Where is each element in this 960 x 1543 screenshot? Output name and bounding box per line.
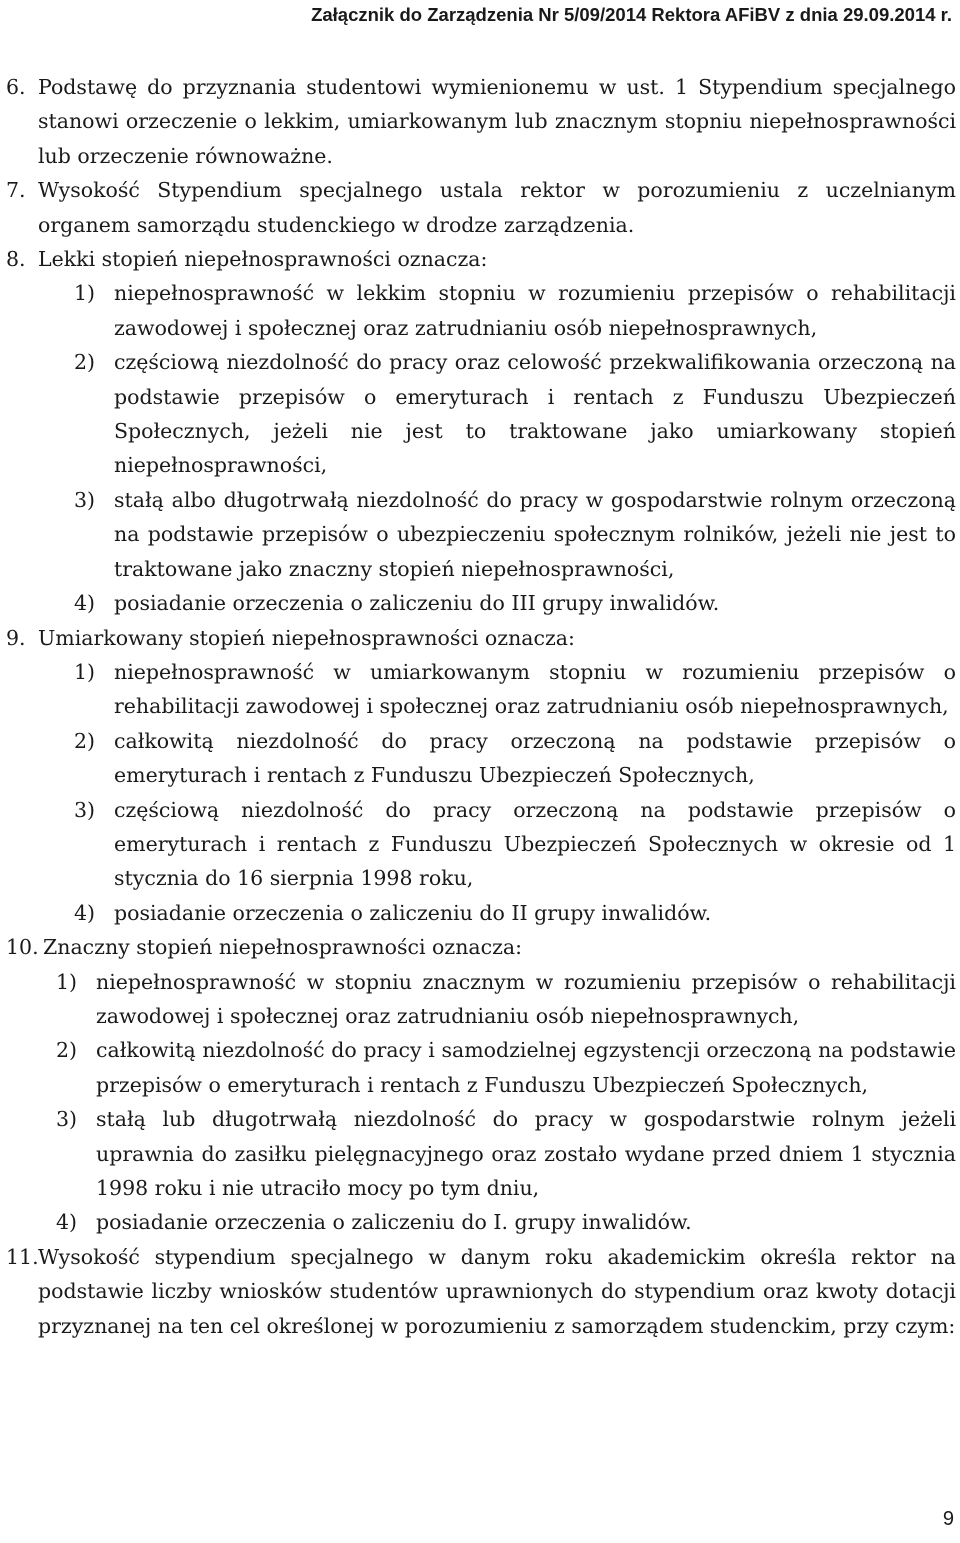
- paragraph-text: Znaczny stopień niepełnosprawności oznacza:: [43, 935, 523, 960]
- list-item-text: niepełnosprawność w stopniu znacznym w rozumieniu przepisów o rehabilitacji zawodowej i społecznej oraz zatrudnianiu osób niepełnosprawnych,: [96, 969, 956, 1028]
- document-header: Załącznik do Zarządzenia Nr 5/09/2014 Rektora AFiBV z dnia 29.09.2014 r.: [311, 4, 952, 25]
- list-item: [74, 724, 956, 793]
- list-item-number: 4): [74, 591, 96, 616]
- paragraph-11: [6, 1240, 956, 1343]
- list-item-number: 2): [56, 1038, 78, 1063]
- list-item-number: 4): [56, 1210, 78, 1235]
- paragraph-7: [6, 173, 956, 242]
- list-item-text: częściową niezdolność do pracy orzeczoną na podstawie przepisów o emeryturach i rentach z Funduszu Ubezpieczeń Społecznych w okresie od 1 stycznia do 16 sierpnia 1998 roku,: [114, 797, 956, 891]
- paragraph-9: [6, 621, 956, 931]
- paragraph-6: [6, 70, 956, 173]
- list-item: [74, 896, 956, 930]
- list-item-number: 3): [74, 487, 96, 512]
- document-body: [6, 70, 956, 1343]
- paragraph-10: [6, 930, 956, 1240]
- list-item-text: stałą albo długotrwałą niezdolność do pracy w gospodarstwie rolnym orzeczoną na podstawie przepisów o ubezpieczeniu społecznym rolników, jeżeli nie jest to traktowane jako znaczny stopień niepełnosprawności,: [114, 487, 956, 581]
- list-item-text: niepełnosprawność w lekkim stopniu w rozumieniu przepisów o rehabilitacji zawodowej i społecznej oraz zatrudnianiu osób niepełnosprawnych,: [114, 281, 956, 340]
- list-item-text: posiadanie orzeczenia o zaliczeniu do II grupy inwalidów.: [114, 900, 712, 925]
- paragraph-text: Umiarkowany stopień niepełnosprawności oznacza:: [38, 625, 575, 650]
- list-item-text: posiadanie orzeczenia o zaliczeniu do III grupy inwalidów.: [114, 591, 720, 616]
- list-item-number: 1): [74, 281, 96, 306]
- list-item: [56, 1033, 956, 1102]
- list-item: [74, 793, 956, 896]
- list-item: [74, 586, 956, 620]
- paragraph-number: 8.: [6, 247, 26, 272]
- paragraph-text: Podstawę do przyznania studentowi wymienionemu w ust. 1 Stypendium specjalnego stanowi orzeczenie o lekkim, umiarkowanym lub znacznym stopniu niepełnosprawności lub orzeczenie równoważne.: [38, 75, 956, 168]
- paragraph-number: 10.: [6, 935, 39, 960]
- paragraph-8: [6, 242, 956, 620]
- list-item-text: całkowitą niezdolność do pracy i samodzielnej egzystencji orzeczoną na podstawie przepisów o emeryturach i rentach z Funduszu Ubezpieczeń Społecznych,: [96, 1038, 956, 1097]
- list-item: [56, 965, 956, 1034]
- paragraph-text: Lekki stopień niepełnosprawności oznacza:: [38, 247, 488, 272]
- list-item: [74, 483, 956, 586]
- list-item: [56, 1102, 956, 1205]
- list-item-text: całkowitą niezdolność do pracy orzeczoną na podstawie przepisów o emeryturach i rentach z Funduszu Ubezpieczeń Społecznych,: [114, 728, 956, 788]
- paragraph-number: 6.: [6, 75, 26, 99]
- page-number: 9: [942, 1508, 954, 1530]
- list-item-text: częściową niezdolność do pracy oraz celowość przekwalifikowania orzeczoną na podstawie przepisów o emeryturach i rentach z Funduszu Ubezpieczeń Społecznych, jeżeli nie jest to traktowane jako umiarkowany stopień niepełnosprawności,: [114, 350, 956, 478]
- list-item-text: posiadanie orzeczenia o zaliczeniu do I. grupy inwalidów.: [96, 1210, 692, 1235]
- paragraph-number: 7.: [6, 178, 26, 203]
- list-item-text: niepełnosprawność w umiarkowanym stopniu w rozumieniu przepisów o rehabilitacji zawodowej i społecznej oraz zatrudnianiu osób niepełnosprawnych,: [114, 659, 956, 719]
- list-item: [74, 276, 956, 345]
- paragraph-text: Wysokość stypendium specjalnego w danym roku akademickim określa rektor na podstawie liczby wniosków studentów uprawnionych do stypendium oraz kwoty dotacji przyznanej na ten cel określonej w porozumieniu z samorządem studenckim, przy czym:: [38, 1244, 956, 1338]
- list-item-number: 3): [56, 1107, 78, 1132]
- list-item-number: 4): [74, 900, 96, 925]
- list-item-number: 1): [56, 969, 78, 994]
- list-item-number: 2): [74, 728, 96, 753]
- paragraph-text: Wysokość Stypendium specjalnego ustala rektor w porozumieniu z uczelnianym organem samorządu studenckiego w drodze zarządzenia.: [38, 178, 956, 237]
- list-item: [74, 345, 956, 483]
- list-item-text: stałą lub długotrwałą niezdolność do pracy w gospodarstwie rolnym jeżeli uprawnia do zasiłku pielęgnacyjnego oraz zostało wydane przed dniem 1 stycznia 1998 roku i nie utraciło mocy po tym dniu,: [96, 1107, 956, 1200]
- list-item: [74, 655, 956, 724]
- list-item-number: 1): [74, 659, 96, 684]
- list-item: [56, 1205, 956, 1239]
- paragraph-number: 11.: [6, 1244, 39, 1269]
- list-item-number: 3): [74, 797, 96, 822]
- list-item-number: 2): [74, 350, 96, 375]
- paragraph-number: 9.: [6, 625, 26, 650]
